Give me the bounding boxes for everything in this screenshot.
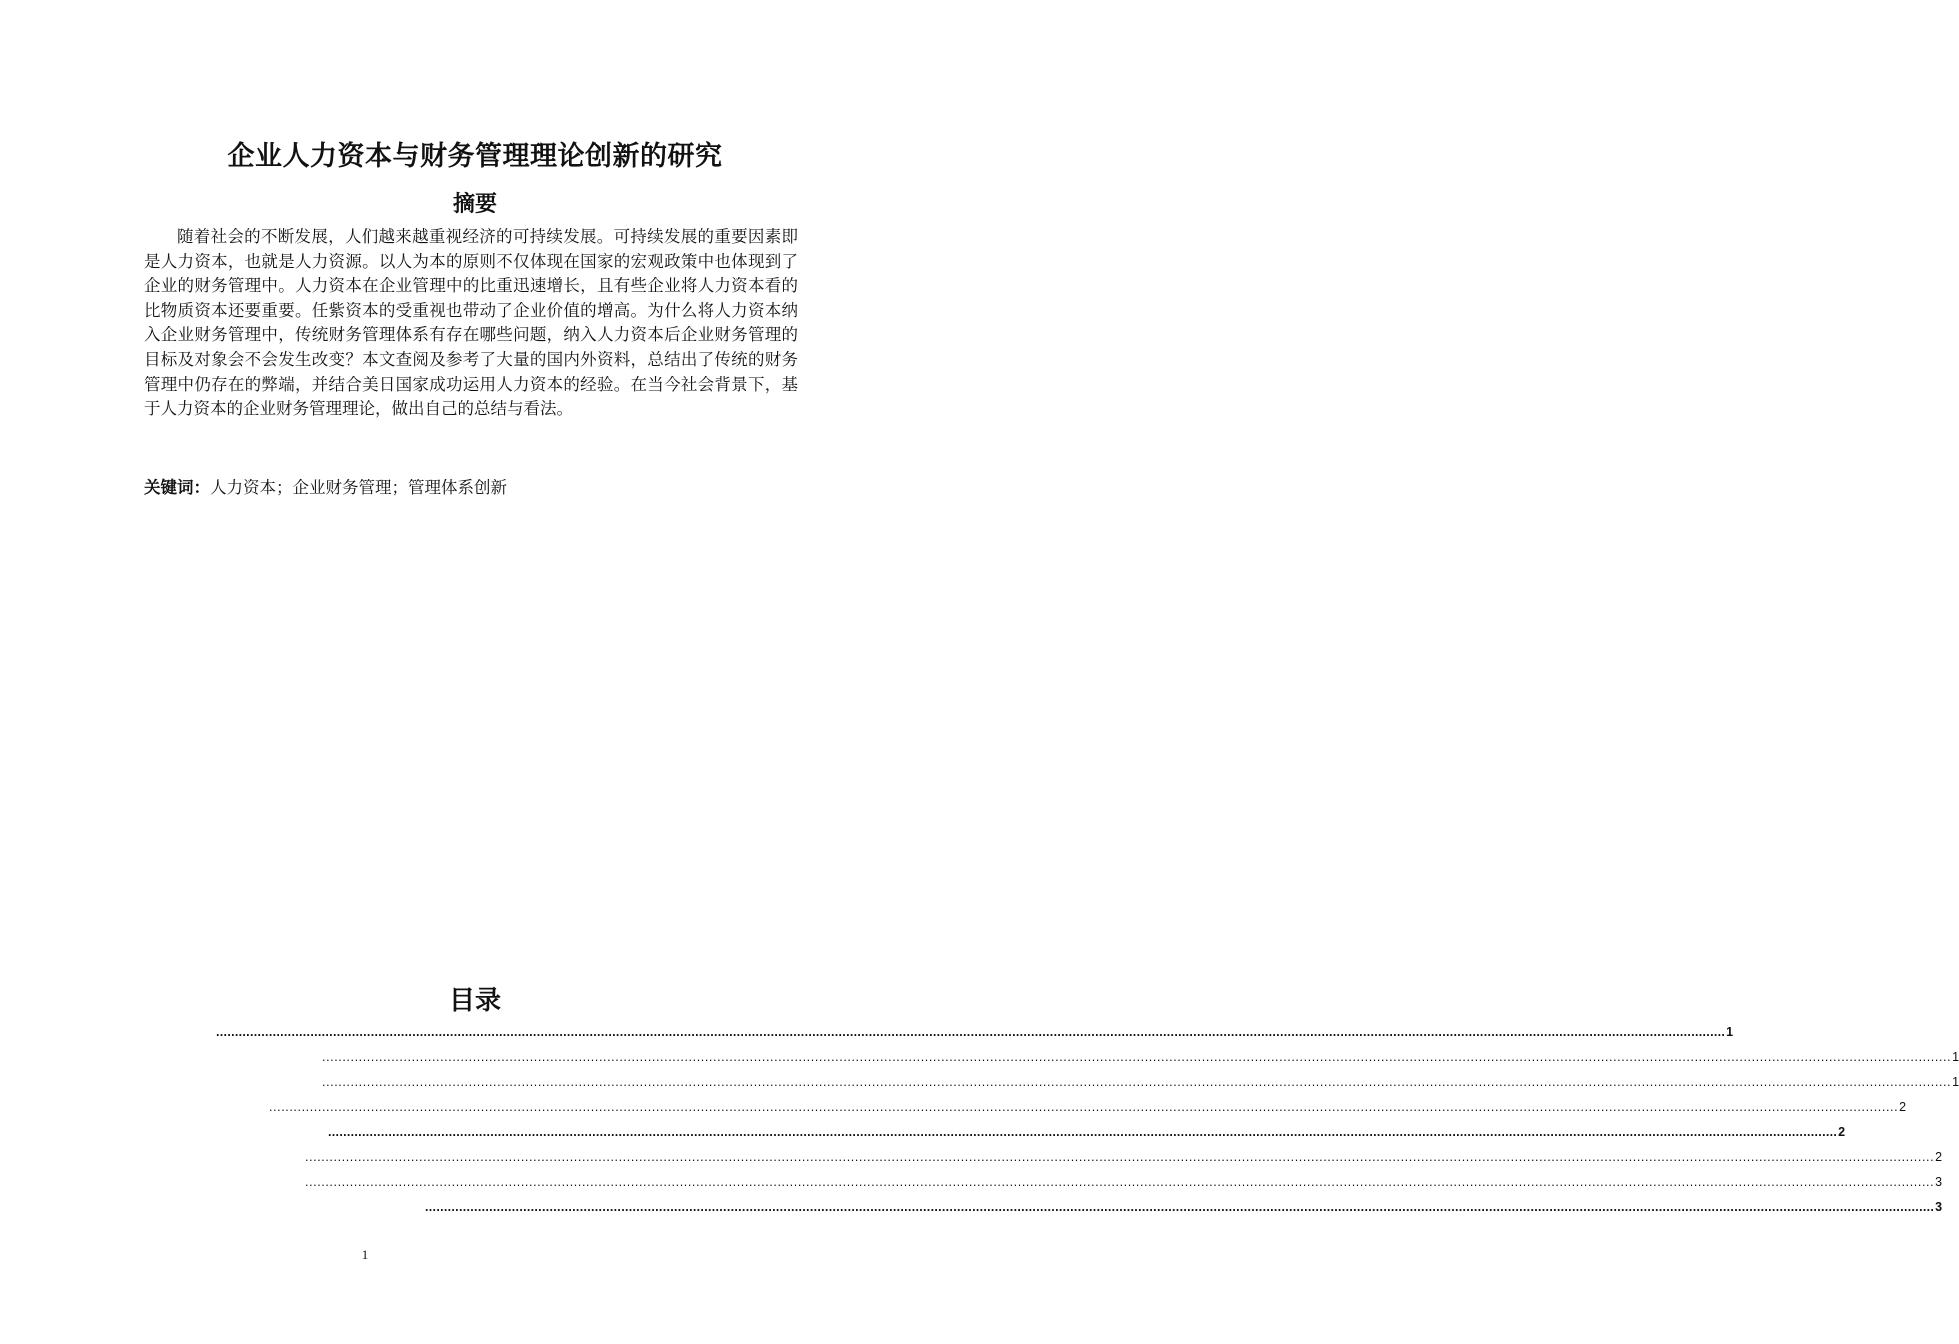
keywords-text: 人力资本；企业财务管理；管理体系创新 [210, 478, 507, 497]
toc-page-number: 3 [1935, 1200, 1943, 1214]
toc-leader-dots: ................................................................................................................................................................................................................................................................................................................................................................................................................ [328, 1125, 1838, 1139]
toc-leader-dots: ................................................................................................................................................................................................................................................................................................................................................................................................................ [322, 1075, 1952, 1089]
toc-page-number: 2 [1899, 1100, 1907, 1114]
toc-page-number: 1 [1726, 1025, 1734, 1039]
toc-leader-dots: ................................................................................................................................................................................................................................................................................................................................................................................................................ [305, 1175, 1935, 1189]
toc-leader-dots: ................................................................................................................................................................................................................................................................................................................................................................................................................ [322, 1050, 1952, 1064]
toc-page-number: 3 [1935, 1175, 1943, 1189]
toc-entry[interactable] [305, 1172, 1943, 1192]
toc-page-number: 2 [1838, 1125, 1846, 1139]
toc-entry[interactable] [322, 1047, 1959, 1067]
toc-entry[interactable] [328, 1122, 1846, 1142]
toc-heading: 目录 [448, 986, 501, 1016]
toc-leader-dots: ................................................................................................................................................................................................................................................................................................................................................................................................................ [269, 1100, 1899, 1114]
page-number: 1 [361, 1247, 369, 1262]
toc-entry[interactable] [216, 1022, 1734, 1042]
toc-page-number: 1 [1952, 1075, 1959, 1089]
abstract-body: 随着社会的不断发展，人们越来越重视经济的可持续发展。可持续发展的重要因素即是人力资本，也就是人力资源。以人为本的原则不仅体现在国家的宏观政策中也体现到了企业的财务管理中。人力资本在企业管理中的比重迅速增长，且有些企业将人力资本看的比物质资本还要重要。任紫资本的受重视也带动了企业价值的增高。为什么将人力资本纳入企业财务管理中，传统财务管理体系有存在哪些问题，纳入人力资本后企业财务管理的目标及对象会不会发生改变？本文查阅及参考了大量的国内外资料，总结出了传统的财务管理中仍存在的弊端，并结合美日国家成功运用人力资本的经验。在当今社会背景下，基于人力资本的企业财务管理理论，做出自己的总结与看法。 [144, 227, 798, 419]
document-title: 企业人力资本与财务管理理论创新的研究 [227, 141, 723, 172]
keywords-line [144, 476, 798, 500]
keywords-label: 关键词： [144, 478, 210, 497]
toc-page-number: 1 [1952, 1050, 1959, 1064]
toc-leader-dots: ................................................................................................................................................................................................................................................................................................................................................................................................................ [425, 1200, 1935, 1214]
toc-entry[interactable] [425, 1197, 1943, 1217]
abstract-heading: 摘要 [452, 191, 497, 217]
toc-leader-dots: ................................................................................................................................................................................................................................................................................................................................................................................................................ [305, 1150, 1935, 1164]
toc-entry[interactable] [269, 1097, 1907, 1117]
toc-entry[interactable] [322, 1072, 1959, 1092]
toc-page-number: 2 [1935, 1150, 1943, 1164]
toc-entry[interactable] [305, 1147, 1943, 1167]
toc-leader-dots: ................................................................................................................................................................................................................................................................................................................................................................................................................ [216, 1025, 1726, 1039]
